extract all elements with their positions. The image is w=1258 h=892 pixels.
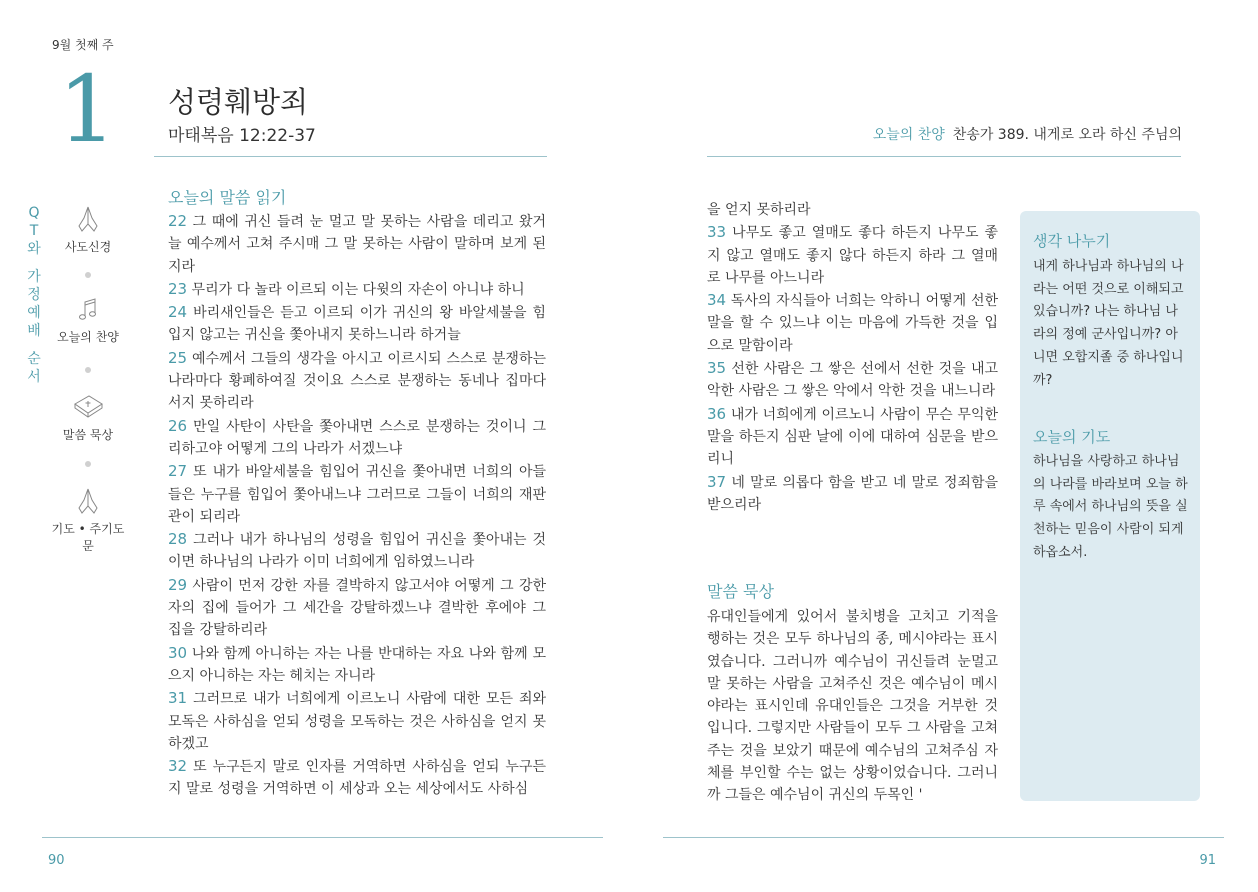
verse: 29 사람이 먼저 강한 자를 결박하지 않고서야 어떻게 그 강한 자의 집에 들어가 그 세간을 강탈하겠느냐 결박한 후에야 그 집을 강탈하리라 [168,575,546,639]
verse: 23 무리가 다 놀라 이르되 이는 다윗의 자손이 아니냐 하니 [168,279,525,298]
sidebar-item-label: 오늘의 찬양 [57,330,119,344]
verse: 24 바리새인들은 듣고 이르되 이가 귀신의 왕 바알세불을 힘입지 않고는 귀신을 쫓아내지 못하느니라 하거늘 [168,303,546,344]
sidebar-dot [85,461,91,467]
day-number: 1 [58,56,117,163]
footer-rule-left [42,837,603,838]
meditation-heading: 말씀 묵상 [707,582,774,601]
verse: 27 또 내가 바알세불을 힘입어 귀신을 쫓아내면 너희의 아들들은 누구를 힘입어 쫓아내느냐 그러므로 그들이 너희의 재판관이 되리라 [168,462,546,525]
bible-book-icon [71,392,105,422]
header-rule-right [707,156,1181,157]
hymn-line [873,124,1182,144]
verse: 22 그 때에 귀신 들려 눈 멀고 말 못하는 사람을 데리고 왔거늘 예수께서 고쳐 주시매 그 말 못하는 사람이 말하며 보게 된지라 [168,212,546,275]
sidebar-item-prayer [48,486,128,554]
verse: 35 선한 사람은 그 쌓은 선에서 선한 것을 내고 악한 사람은 그 쌓은 악에서 악한 것을 내느니라 [707,359,998,400]
sidebar-item-hymn [48,296,128,345]
sidebar-dot [85,272,91,278]
prayer-text: 하나님을 사랑하고 하나님의 나라를 바라보며 오늘 하루 속에서 하나님의 뜻을 실천하는 믿음이 사람이 되게 하옵소서. [1033,454,1188,560]
page-number-right: 91 [1199,853,1216,868]
praying-hands-icon [73,204,103,234]
prayer-heading: 오늘의 기도 [1033,428,1111,446]
scripture-reference: 마태복음 12:22-37 [168,126,316,146]
hymn-text: 찬송가 389. 내게로 오라 하신 주님의 [952,127,1182,143]
sidebar-item-creed [48,204,128,255]
verse: 30 나와 함께 아니하는 자는 나를 반대하는 자요 나와 함께 모으지 아니하는 자는 헤치는 자니라 [168,643,546,684]
music-note-icon [73,296,103,324]
verse: 28 그러나 내가 하나님의 성령을 힘입어 귀신을 쫓아내는 것이면 하나님의 나라가 이미 너희에게 임하였느니라 [168,530,546,571]
footer-rule-right [663,837,1224,838]
sidebar-item-label: 말씀 묵상 [62,428,114,442]
reading-left-column [168,210,546,801]
share-heading: 생각 나누기 [1033,232,1111,250]
meditation-text: 유대인들에게 있어서 불치병을 고치고 기적을 행하는 것은 모두 하나님의 종, 메시야라는 표시였습니다. 그러니까 예수님이 귀신들려 눈멀고 말 못하는 사람을 고쳐주신 것은 예수님이 메시야라는 표시인데 유대인들은 그것을 거부한 것입니다. 그렇지만 사람들이 모두 그 사람을 고쳐주는 것을 보았기 때문에 예수님의 고쳐주심 자체를 부인할 수는 없는 상황이었습니다. 그러니까 그들은 예수님이 귀신의 두목인 ' [707,609,998,804]
sidebar-item-label: 사도신경 [64,240,112,254]
verse-continuation: 을 얻지 못하리라 [707,202,811,218]
vertical-order-label: Q T 와 가 정 예 배 순 서 [27,205,41,385]
page-number-left: 90 [48,853,65,868]
verse: 33 나무도 좋고 열매도 좋다 하든지 나무도 좋지 않고 열매도 좋지 않다 하든지 하라 그 열매로 나무를 아느니라 [707,223,998,286]
verse: 31 그러므로 내가 너희에게 이르노니 사람에 대한 모든 죄와 모독은 사하심을 얻되 성령을 모독하는 것은 사하심을 얻지 못하겠고 [168,689,546,752]
hymn-label: 오늘의 찬양 [872,127,945,143]
praying-hands-icon [73,486,103,516]
verse: 26 만일 사탄이 사탄을 쫓아내면 스스로 분쟁하는 것이니 그리하고야 어떻게 그의 나라가 서겠느냐 [168,416,546,457]
share-text: 내게 하나님과 하나님의 나라는 어떤 것으로 이해되고 있습니까? 나는 하나님 나라의 정예 군사입니까? 아니면 오합지졸 중 하나입니까? [1033,259,1184,388]
week-label: 9월 첫째 주 [52,38,114,52]
verse: 25 예수께서 그들의 생각을 아시고 이르시되 스스로 분쟁하는 나라마다 황폐하여질 것이요 스스로 분쟁하는 동네나 집마다 서지 못하리라 [168,348,546,412]
reading-heading: 오늘의 말씀 읽기 [168,188,287,207]
verse: 37 네 말로 의롭다 함을 받고 네 말로 정죄함을 받으리라 [707,472,998,513]
verse: 32 또 누구든지 말로 인자를 거역하면 사하심을 얻되 누구든지 말로 성령을 거역하면 이 세상과 오는 세상에서도 사하심 [168,757,546,798]
verse: 34 독사의 자식들아 너희는 악하니 어떻게 선한 말을 할 수 있느냐 이는 마음에 가득한 것을 입으로 말함이라 [707,291,998,354]
reading-right-column [707,199,998,516]
verse: 36 내가 너희에게 이르노니 사람이 무슨 무익한 말을 하든지 심판 날에 이에 대하여 심문을 받으리니 [707,404,998,468]
page-title: 성령훼방죄 [168,85,309,119]
header-rule-left [154,156,547,157]
sidebar-item-label: 기도 • 주기도문 [51,522,125,553]
sidebar-item-meditation [48,392,128,443]
sidebar-dot [85,367,91,373]
